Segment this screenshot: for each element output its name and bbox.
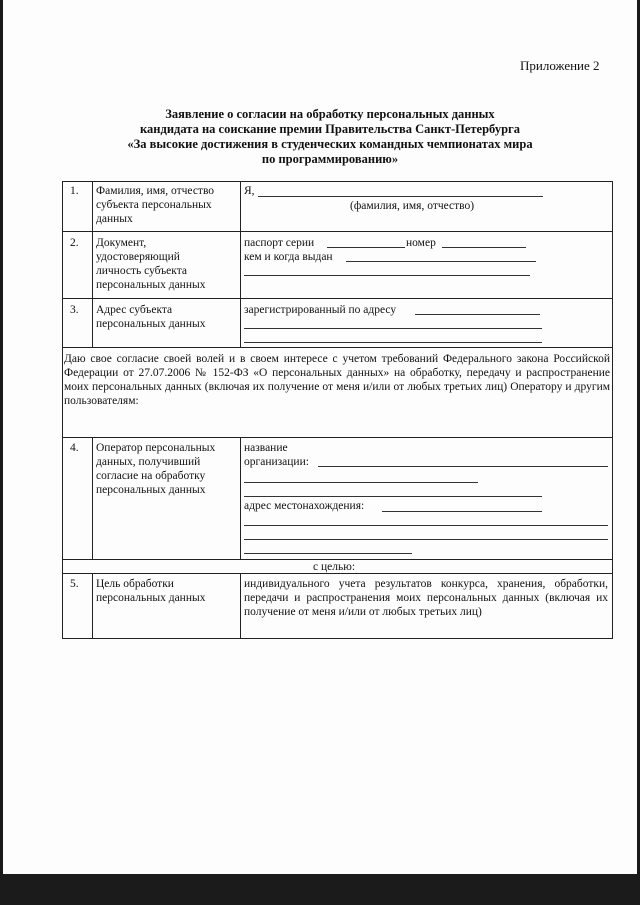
consent-paragraph: Даю свое согласие своей волей и в своем интересе с учетом требований Федерального закона Российской Федерации от 27.07.2006 № 152-ФЗ «О персональных данных» на обработку, передачу и распространение моих персональных данных (включая их получение от меня и/или от любых третьих лиц) Оператору и другим пользователям: [64,353,610,407]
row-divider [62,347,613,348]
operator-org-field-3[interactable] [244,496,542,497]
title-line-2: кандидата на соискание премии Правительства Санкт-Петербурга [140,122,520,136]
full-name-hint: (фамилия, имя, отчество) [350,200,475,212]
col-divider [240,437,241,560]
row-number: 3. [70,304,79,316]
issued-by-field-2[interactable] [244,275,530,276]
title-line-1: Заявление о согласии на обработку персональных данных [165,107,495,121]
passport-series-field[interactable] [327,247,405,248]
col-divider [240,573,241,639]
title-line-3: «За высокие достижения в студенческих командных чемпионатах мира [127,137,533,151]
row-divider [62,298,613,299]
registered-address-field-2[interactable] [244,328,542,329]
operator-address-field-2[interactable] [244,525,608,526]
registered-address-label: зарегистрированный по адресу [244,304,397,316]
operator-org-label: организации: [244,456,309,468]
table-border-right [612,181,613,639]
registered-address-field-3[interactable] [244,342,542,343]
col-divider [92,573,93,639]
appendix-label: Приложение 2 [520,58,600,73]
operator-org-field[interactable] [318,466,608,467]
scan-edge-left [0,0,3,905]
col-divider [92,181,93,348]
issued-by-field[interactable] [346,261,536,262]
purpose-header: с целью: [313,561,356,573]
registered-address-field[interactable] [415,314,540,315]
passport-series-label: паспорт серии [244,237,315,249]
issued-by-label: кем и когда выдан [244,251,333,263]
operator-address-label: адрес местонахождения: [244,500,365,512]
col-divider [240,181,241,348]
operator-address-field-3[interactable] [244,539,608,540]
row-number: 5. [70,578,79,590]
row-divider [62,437,613,438]
operator-address-field[interactable] [382,511,542,512]
scan-edge-bottom [0,874,640,905]
operator-org-field-2[interactable] [244,482,478,483]
full-name-field[interactable] [258,196,543,197]
title-line-4: по программированию» [261,152,399,166]
ya-label: Я, [244,185,255,197]
operator-address-field-4[interactable] [244,553,412,554]
passport-number-field[interactable] [442,247,526,248]
row-divider [62,231,613,232]
passport-number-label: номер [406,237,436,249]
row-number: 1. [70,185,79,197]
col-divider [92,437,93,560]
table-border-left [62,181,63,639]
table-border-bottom [62,638,613,639]
document-title [60,107,600,167]
operator-name-label: название [244,442,288,454]
row-number: 2. [70,237,79,249]
table-border-top [62,181,613,182]
row-number: 4. [70,442,79,454]
processing-purpose: индивидуального учета результатов конкурса, хранения, обработки, передачи и распространения моих персональных данных (включая их получение от меня и/или от любых третьих лиц) [244,578,608,618]
